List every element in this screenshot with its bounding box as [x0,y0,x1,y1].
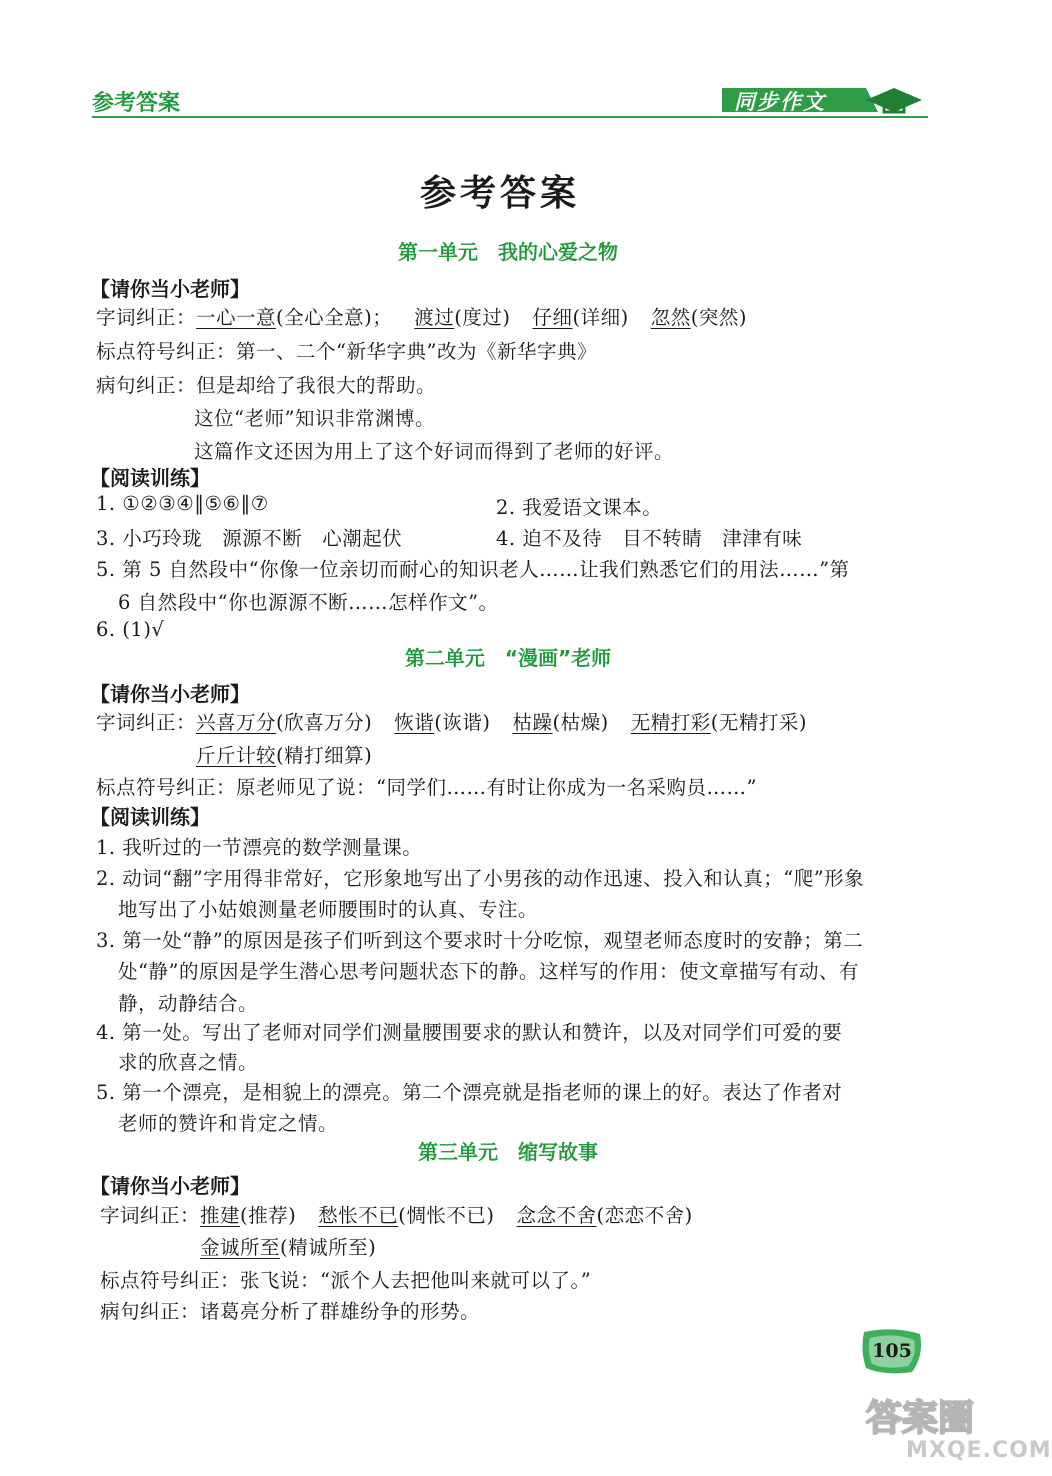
unit-2-reading-4-cont: 求的欣喜之情。 [118,1051,259,1074]
unit-3-sentence: 病句纠正：诸葛亮分析了群雄纷争的形势。 [100,1300,481,1323]
unit-2-teacher-label: 【请你当小老师】 [90,682,250,706]
unit-2-word-corrections: 字词纠正：兴喜万分(欣喜万分) 恢谐(诙谐) 枯躁(枯燥) 无精打彩(无精打采) [96,711,807,734]
unit-2-reading-3-cont: 处“静”的原因是学生潜心思考问题状态下的静。这样写的作用：使文章描写有动、有 [118,960,859,983]
unit-1-punctuation: 标点符号纠正：第一、二个“新华字典”改为《新华字典》 [96,340,597,363]
unit-3-heading: 第三单元 缩写故事 [418,1140,598,1164]
unit-2-reading-5: 5. 第一个漂亮，是相貌上的漂亮。第二个漂亮就是指老师的课上的好。表达了作者对 [96,1081,843,1104]
unit-2-reading-2: 2. 动词“翻”字用得非常好，它形象地写出了小男孩的动作迅速、投入和认真；“爬”形象 [96,867,865,890]
unit-3-teacher-label: 【请你当小老师】 [90,1174,250,1198]
unit-2-word-correction-cont: 斤斤计较(精打细算) [196,744,373,767]
watermark-site: MXQE.COM [906,1438,1052,1463]
unit-2-heading: 第二单元 “漫画”老师 [404,646,612,670]
unit-1-sentence-2: 这位“老师”知识非常渊博。 [194,407,435,430]
unit-1-reading-2: 2. 我爱语文课本。 [496,496,663,519]
unit-2-reading-4: 4. 第一处。写出了老师对同学们测量腰围要求的默认和赞许，以及对同学们可爱的要 [96,1021,843,1044]
header-section-label: 参考答案 [92,91,181,116]
page-number: 105 [872,1340,912,1362]
unit-3-punctuation: 标点符号纠正：张飞说：“派个人去把他叫来就可以了。” [100,1269,592,1292]
unit-2-reading-5-cont: 老师的赞许和肯定之情。 [118,1112,339,1135]
unit-1-reading-6: 6. (1)√ [96,618,165,641]
watermark [866,1392,1052,1463]
unit-3-word-correction-cont: 金诚所至(精诚所至) [200,1236,377,1259]
unit-1-heading: 第一单元 我的心爱之物 [398,240,618,264]
unit-1-reading-4: 4. 迫不及待 目不转睛 津津有味 [496,527,803,550]
unit-2-reading-3-cont2: 静，动静结合。 [118,992,259,1015]
unit-1-reading-label: 【阅读训练】 [90,466,210,490]
unit-1-reading-3: 3. 小巧玲珑 源源不断 心潮起伏 [96,527,403,550]
unit-1-reading-5-cont: 6 自然段中“你也源源不断……怎样作文”。 [118,591,499,614]
unit-1-reading-5: 5. 第 5 自然段中“你像一位亲切而耐心的知识老人……让我们熟悉它们的用法……”第 [96,558,850,581]
svg-text:答案圈: 答案圈 [866,1398,975,1439]
unit-1-sentence-1: 病句纠正：但是却给了我很大的帮助。 [96,374,437,397]
unit-2-reading-3: 3. 第一处“静”的原因是孩子们听到这个要求时十分吃惊，观望老师态度时的安静；第二 [96,929,864,952]
unit-1-reading-1: 1. ①②③④‖⑤⑥‖⑦ [96,492,269,515]
watermark-logo-icon [866,1392,976,1438]
header-badge [716,82,928,118]
unit-1-sentence-3: 这篇作文还因为用上了这个好词而得到了老师的好评。 [194,440,675,463]
unit-2-reading-label: 【阅读训练】 [90,805,210,829]
unit-1-word-corrections: 字词纠正：一心一意(全心全意)； 渡过(度过) 仔细(详细) 忽然(突然) [96,306,747,329]
unit-2-reading-2-cont: 地写出了小姑娘测量老师腰围时的认真、专注。 [118,898,539,921]
page-number-badge [860,1326,924,1376]
unit-2-punctuation: 标点符号纠正：原老师见了说：“同学们……有时让你成为一名采购员……” [96,776,757,799]
unit-2-reading-1: 1. 我听过的一节漂亮的数学测量课。 [96,836,423,859]
unit-1-teacher-label: 【请你当小老师】 [90,277,250,301]
badge-text: 同步作文 [734,90,826,114]
unit-3-word-corrections: 字词纠正：推建(推荐) 愁怅不已(惆怅不已) 念念不舍(恋恋不舍) [100,1204,693,1227]
page-title: 参考答案 [419,173,580,214]
